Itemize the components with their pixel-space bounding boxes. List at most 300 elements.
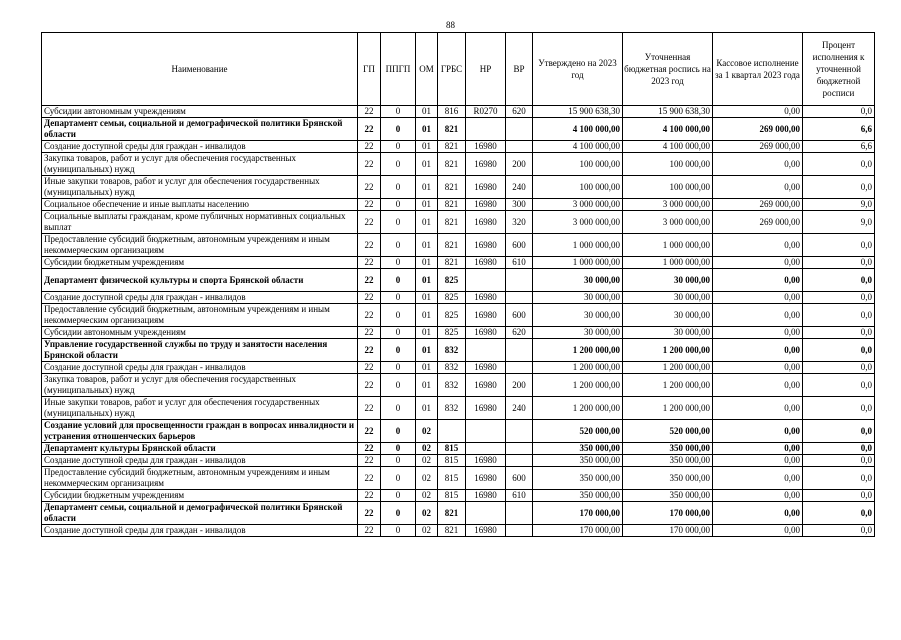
table-row <box>42 327 875 339</box>
cell-cash: 0,00 <box>713 443 803 455</box>
cell-refined: 30 000,00 <box>623 327 713 339</box>
cell-refined: 350 000,00 <box>623 455 713 467</box>
cell-name: Иные закупки товаров, работ и услуг для обеспечения государственных (муниципальных) нужд <box>42 397 358 420</box>
cell-gp: 22 <box>358 455 381 467</box>
cell-np <box>466 443 506 455</box>
cell-refined: 4 100 000,00 <box>623 141 713 153</box>
cell-ppgp: 0 <box>381 374 416 397</box>
cell-grbs: 825 <box>438 304 466 327</box>
cell-om: 01 <box>416 211 438 234</box>
cell-gp: 22 <box>358 502 381 525</box>
cell-approved: 30 000,00 <box>533 304 623 327</box>
cell-approved: 170 000,00 <box>533 502 623 525</box>
cell-om: 01 <box>416 374 438 397</box>
cell-gp: 22 <box>358 490 381 502</box>
cell-np: 16980 <box>466 525 506 537</box>
cell-grbs: 815 <box>438 490 466 502</box>
cell-name: Департамент физической культуры и спорта Брянской области <box>42 269 358 292</box>
cell-name: Управление государственной службы по труду и занятости населения Брянской области <box>42 339 358 362</box>
cell-approved: 1 000 000,00 <box>533 257 623 269</box>
cell-name: Субсидии бюджетным учреждениям <box>42 257 358 269</box>
cell-vr: 600 <box>506 234 533 257</box>
cell-percent: 9,0 <box>803 199 875 211</box>
cell-om: 01 <box>416 362 438 374</box>
header-grbs: ГРБС <box>438 33 466 106</box>
cell-cash: 0,00 <box>713 374 803 397</box>
cell-cash: 0,00 <box>713 304 803 327</box>
cell-percent: 0,0 <box>803 153 875 176</box>
cell-ppgp: 0 <box>381 339 416 362</box>
cell-np: 16980 <box>466 153 506 176</box>
cell-approved: 100 000,00 <box>533 176 623 199</box>
cell-om: 01 <box>416 304 438 327</box>
cell-om: 02 <box>416 502 438 525</box>
cell-om: 02 <box>416 490 438 502</box>
cell-name: Департамент семьи, социальной и демографической политики Брянской области <box>42 118 358 141</box>
cell-grbs: 816 <box>438 106 466 118</box>
cell-gp: 22 <box>358 362 381 374</box>
cell-om: 01 <box>416 397 438 420</box>
cell-name: Иные закупки товаров, работ и услуг для обеспечения государственных (муниципальных) нужд <box>42 176 358 199</box>
cell-vr: 320 <box>506 211 533 234</box>
cell-approved: 350 000,00 <box>533 490 623 502</box>
cell-cash: 0,00 <box>713 234 803 257</box>
cell-percent: 0,0 <box>803 269 875 292</box>
cell-grbs: 821 <box>438 176 466 199</box>
table-row <box>42 118 875 141</box>
cell-gp: 22 <box>358 153 381 176</box>
cell-vr: 620 <box>506 327 533 339</box>
header-ppgp: ППГП <box>381 33 416 106</box>
budget-table <box>41 32 875 537</box>
cell-approved: 100 000,00 <box>533 153 623 176</box>
cell-name: Субсидии бюджетным учреждениям <box>42 490 358 502</box>
cell-percent: 6,6 <box>803 141 875 153</box>
cell-gp: 22 <box>358 141 381 153</box>
cell-name: Субсидии автономным учреждениям <box>42 327 358 339</box>
cell-vr: 300 <box>506 199 533 211</box>
cell-percent: 0,0 <box>803 455 875 467</box>
cell-approved: 1 000 000,00 <box>533 234 623 257</box>
cell-refined: 15 900 638,30 <box>623 106 713 118</box>
cell-ppgp: 0 <box>381 397 416 420</box>
cell-om: 01 <box>416 234 438 257</box>
cell-ppgp: 0 <box>381 467 416 490</box>
table-row <box>42 141 875 153</box>
cell-vr: 600 <box>506 304 533 327</box>
cell-cash: 0,00 <box>713 292 803 304</box>
cell-name: Департамент семьи, социальной и демографической политики Брянской области <box>42 502 358 525</box>
cell-gp: 22 <box>358 269 381 292</box>
cell-approved: 3 000 000,00 <box>533 211 623 234</box>
table-row <box>42 362 875 374</box>
header-vr: ВР <box>506 33 533 106</box>
cell-grbs: 821 <box>438 502 466 525</box>
cell-om: 01 <box>416 176 438 199</box>
cell-percent: 0,0 <box>803 397 875 420</box>
cell-name: Закупка товаров, работ и услуг для обеспечения государственных (муниципальных) нужд <box>42 153 358 176</box>
table-row <box>42 106 875 118</box>
table-row <box>42 374 875 397</box>
cell-np: 16980 <box>466 397 506 420</box>
table-row <box>42 153 875 176</box>
cell-np: 16980 <box>466 374 506 397</box>
cell-name: Социальные выплаты гражданам, кроме публичных нормативных социальных выплат <box>42 211 358 234</box>
cell-approved: 4 100 000,00 <box>533 141 623 153</box>
cell-om: 01 <box>416 292 438 304</box>
cell-approved: 4 100 000,00 <box>533 118 623 141</box>
cell-vr <box>506 141 533 153</box>
cell-percent: 0,0 <box>803 327 875 339</box>
table-row <box>42 455 875 467</box>
cell-vr: 610 <box>506 490 533 502</box>
cell-vr <box>506 455 533 467</box>
cell-percent: 0,0 <box>803 304 875 327</box>
cell-grbs: 821 <box>438 525 466 537</box>
cell-ppgp: 0 <box>381 490 416 502</box>
cell-grbs: 832 <box>438 397 466 420</box>
table-row <box>42 490 875 502</box>
cell-refined: 1 000 000,00 <box>623 234 713 257</box>
cell-np: 16980 <box>466 304 506 327</box>
cell-cash: 0,00 <box>713 362 803 374</box>
cell-np: 16980 <box>466 211 506 234</box>
cell-vr <box>506 362 533 374</box>
table-row <box>42 467 875 490</box>
cell-vr <box>506 525 533 537</box>
cell-ppgp: 0 <box>381 199 416 211</box>
cell-grbs: 815 <box>438 455 466 467</box>
cell-cash: 0,00 <box>713 106 803 118</box>
cell-percent: 0,0 <box>803 502 875 525</box>
cell-vr <box>506 443 533 455</box>
cell-gp: 22 <box>358 420 381 443</box>
cell-om: 01 <box>416 327 438 339</box>
cell-cash: 0,00 <box>713 176 803 199</box>
cell-percent: 9,0 <box>803 211 875 234</box>
cell-vr <box>506 339 533 362</box>
table-row <box>42 502 875 525</box>
cell-refined: 170 000,00 <box>623 502 713 525</box>
cell-grbs: 821 <box>438 234 466 257</box>
cell-ppgp: 0 <box>381 269 416 292</box>
cell-refined: 1 200 000,00 <box>623 362 713 374</box>
cell-np: 16980 <box>466 467 506 490</box>
cell-approved: 1 200 000,00 <box>533 362 623 374</box>
cell-gp: 22 <box>358 374 381 397</box>
cell-refined: 3 000 000,00 <box>623 211 713 234</box>
cell-np: 16980 <box>466 199 506 211</box>
cell-refined: 1 200 000,00 <box>623 339 713 362</box>
cell-np: R0270 <box>466 106 506 118</box>
header-gp: ГП <box>358 33 381 106</box>
cell-refined: 1 000 000,00 <box>623 257 713 269</box>
cell-percent: 0,0 <box>803 176 875 199</box>
header-approved: Утверждено на 2023 год <box>533 33 623 106</box>
cell-cash: 269 000,00 <box>713 118 803 141</box>
table-row <box>42 176 875 199</box>
cell-vr <box>506 269 533 292</box>
cell-vr: 200 <box>506 374 533 397</box>
cell-om: 02 <box>416 443 438 455</box>
cell-vr <box>506 292 533 304</box>
cell-grbs: 825 <box>438 327 466 339</box>
cell-om: 01 <box>416 339 438 362</box>
cell-gp: 22 <box>358 118 381 141</box>
cell-cash: 0,00 <box>713 327 803 339</box>
cell-om: 01 <box>416 118 438 141</box>
cell-ppgp: 0 <box>381 443 416 455</box>
cell-grbs: 821 <box>438 257 466 269</box>
cell-refined: 30 000,00 <box>623 269 713 292</box>
cell-cash: 0,00 <box>713 269 803 292</box>
cell-cash: 269 000,00 <box>713 199 803 211</box>
cell-cash: 0,00 <box>713 490 803 502</box>
cell-name: Создание доступной среды для граждан - инвалидов <box>42 362 358 374</box>
cell-refined: 170 000,00 <box>623 525 713 537</box>
table-row <box>42 304 875 327</box>
cell-percent: 0,0 <box>803 292 875 304</box>
cell-ppgp: 0 <box>381 153 416 176</box>
cell-name: Социальное обеспечение и иные выплаты населению <box>42 199 358 211</box>
cell-percent: 0,0 <box>803 257 875 269</box>
cell-refined: 3 000 000,00 <box>623 199 713 211</box>
cell-np <box>466 339 506 362</box>
cell-cash: 0,00 <box>713 153 803 176</box>
cell-gp: 22 <box>358 443 381 455</box>
cell-percent: 0,0 <box>803 339 875 362</box>
cell-refined: 100 000,00 <box>623 176 713 199</box>
cell-refined: 4 100 000,00 <box>623 118 713 141</box>
cell-approved: 1 200 000,00 <box>533 339 623 362</box>
cell-percent: 0,0 <box>803 106 875 118</box>
cell-gp: 22 <box>358 257 381 269</box>
cell-approved: 1 200 000,00 <box>533 397 623 420</box>
cell-grbs: 815 <box>438 467 466 490</box>
cell-cash: 0,00 <box>713 455 803 467</box>
cell-grbs <box>438 420 466 443</box>
cell-ppgp: 0 <box>381 118 416 141</box>
cell-refined: 1 200 000,00 <box>623 397 713 420</box>
cell-np: 16980 <box>466 327 506 339</box>
cell-name: Создание доступной среды для граждан - инвалидов <box>42 455 358 467</box>
header-om: ОМ <box>416 33 438 106</box>
cell-om: 01 <box>416 106 438 118</box>
cell-vr <box>506 502 533 525</box>
cell-percent: 0,0 <box>803 374 875 397</box>
cell-refined: 100 000,00 <box>623 153 713 176</box>
table-row <box>42 292 875 304</box>
cell-grbs: 832 <box>438 374 466 397</box>
cell-grbs: 832 <box>438 339 466 362</box>
header-refined: Уточненная бюджетная роспись на 2023 год <box>623 33 713 106</box>
cell-grbs: 825 <box>438 269 466 292</box>
table-row <box>42 211 875 234</box>
cell-vr: 240 <box>506 397 533 420</box>
cell-gp: 22 <box>358 292 381 304</box>
cell-gp: 22 <box>358 397 381 420</box>
table-row <box>42 339 875 362</box>
cell-om: 02 <box>416 455 438 467</box>
cell-approved: 350 000,00 <box>533 455 623 467</box>
cell-vr <box>506 420 533 443</box>
cell-name: Предоставление субсидий бюджетным, автономным учреждениям и иным некоммерческим организациям <box>42 234 358 257</box>
cell-ppgp: 0 <box>381 420 416 443</box>
cell-gp: 22 <box>358 234 381 257</box>
cell-cash: 0,00 <box>713 397 803 420</box>
cell-grbs: 815 <box>438 443 466 455</box>
cell-gp: 22 <box>358 106 381 118</box>
table-row <box>42 257 875 269</box>
cell-vr <box>506 118 533 141</box>
page-number: 88 <box>446 20 455 30</box>
cell-cash: 0,00 <box>713 420 803 443</box>
cell-gp: 22 <box>358 176 381 199</box>
table-row <box>42 525 875 537</box>
cell-om: 01 <box>416 153 438 176</box>
cell-ppgp: 0 <box>381 106 416 118</box>
cell-percent: 0,0 <box>803 420 875 443</box>
cell-gp: 22 <box>358 525 381 537</box>
header-np: НР <box>466 33 506 106</box>
cell-name: Создание доступной среды для граждан - инвалидов <box>42 141 358 153</box>
cell-ppgp: 0 <box>381 141 416 153</box>
cell-om: 01 <box>416 199 438 211</box>
cell-gp: 22 <box>358 327 381 339</box>
cell-ppgp: 0 <box>381 292 416 304</box>
cell-cash: 0,00 <box>713 257 803 269</box>
cell-vr: 620 <box>506 106 533 118</box>
cell-name: Создание доступной среды для граждан - инвалидов <box>42 525 358 537</box>
cell-name: Предоставление субсидий бюджетным, автономным учреждениям и иным некоммерческим организациям <box>42 304 358 327</box>
cell-ppgp: 0 <box>381 327 416 339</box>
cell-approved: 30 000,00 <box>533 269 623 292</box>
table-row <box>42 397 875 420</box>
cell-cash: 0,00 <box>713 339 803 362</box>
cell-np: 16980 <box>466 234 506 257</box>
table-body <box>42 106 875 537</box>
header-cash: Кассовое исполнение за 1 квартал 2023 года <box>713 33 803 106</box>
table-row <box>42 443 875 455</box>
cell-percent: 0,0 <box>803 443 875 455</box>
cell-ppgp: 0 <box>381 257 416 269</box>
cell-percent: 0,0 <box>803 467 875 490</box>
cell-refined: 30 000,00 <box>623 304 713 327</box>
cell-name: Создание условий для просвещенности граждан в вопросах инвалидности и устранения отношенческих барьеров <box>42 420 358 443</box>
cell-np: 16980 <box>466 455 506 467</box>
cell-grbs: 821 <box>438 211 466 234</box>
cell-np: 16980 <box>466 141 506 153</box>
cell-vr: 200 <box>506 153 533 176</box>
cell-ppgp: 0 <box>381 362 416 374</box>
cell-grbs: 821 <box>438 141 466 153</box>
cell-percent: 0,0 <box>803 362 875 374</box>
cell-np: 16980 <box>466 292 506 304</box>
cell-cash: 0,00 <box>713 502 803 525</box>
cell-refined: 350 000,00 <box>623 490 713 502</box>
cell-approved: 30 000,00 <box>533 327 623 339</box>
cell-np <box>466 502 506 525</box>
cell-om: 02 <box>416 420 438 443</box>
cell-refined: 1 200 000,00 <box>623 374 713 397</box>
cell-gp: 22 <box>358 199 381 211</box>
cell-percent: 0,0 <box>803 234 875 257</box>
table-row <box>42 199 875 211</box>
cell-gp: 22 <box>358 211 381 234</box>
table-row <box>42 420 875 443</box>
cell-name: Создание доступной среды для граждан - инвалидов <box>42 292 358 304</box>
header-percent: Процент исполнения к уточненной бюджетной росписи <box>803 33 875 106</box>
cell-grbs: 825 <box>438 292 466 304</box>
cell-approved: 3 000 000,00 <box>533 199 623 211</box>
cell-approved: 350 000,00 <box>533 443 623 455</box>
cell-cash: 269 000,00 <box>713 211 803 234</box>
cell-gp: 22 <box>358 339 381 362</box>
cell-vr: 610 <box>506 257 533 269</box>
cell-ppgp: 0 <box>381 304 416 327</box>
cell-approved: 520 000,00 <box>533 420 623 443</box>
cell-grbs: 821 <box>438 199 466 211</box>
cell-cash: 269 000,00 <box>713 141 803 153</box>
cell-grbs: 832 <box>438 362 466 374</box>
cell-np: 16980 <box>466 176 506 199</box>
cell-gp: 22 <box>358 467 381 490</box>
table-header <box>42 33 875 106</box>
cell-approved: 30 000,00 <box>533 292 623 304</box>
cell-np: 16980 <box>466 490 506 502</box>
cell-np <box>466 269 506 292</box>
cell-np: 16980 <box>466 257 506 269</box>
cell-cash: 0,00 <box>713 467 803 490</box>
cell-vr: 600 <box>506 467 533 490</box>
table-row <box>42 269 875 292</box>
cell-ppgp: 0 <box>381 176 416 199</box>
header-name: Наименование <box>42 33 358 106</box>
cell-grbs: 821 <box>438 118 466 141</box>
cell-ppgp: 0 <box>381 455 416 467</box>
cell-approved: 15 900 638,30 <box>533 106 623 118</box>
cell-cash: 0,00 <box>713 525 803 537</box>
cell-name: Закупка товаров, работ и услуг для обеспечения государственных (муниципальных) нужд <box>42 374 358 397</box>
cell-approved: 350 000,00 <box>533 467 623 490</box>
cell-om: 02 <box>416 525 438 537</box>
cell-percent: 0,0 <box>803 525 875 537</box>
table-row <box>42 234 875 257</box>
cell-vr: 240 <box>506 176 533 199</box>
cell-approved: 1 200 000,00 <box>533 374 623 397</box>
cell-np: 16980 <box>466 362 506 374</box>
cell-name: Предоставление субсидий бюджетным, автономным учреждениям и иным некоммерческим организациям <box>42 467 358 490</box>
cell-om: 02 <box>416 467 438 490</box>
cell-om: 01 <box>416 269 438 292</box>
cell-grbs: 821 <box>438 153 466 176</box>
cell-ppgp: 0 <box>381 234 416 257</box>
cell-percent: 6,6 <box>803 118 875 141</box>
cell-percent: 0,0 <box>803 490 875 502</box>
cell-approved: 170 000,00 <box>533 525 623 537</box>
cell-om: 01 <box>416 257 438 269</box>
cell-ppgp: 0 <box>381 525 416 537</box>
cell-refined: 350 000,00 <box>623 467 713 490</box>
cell-ppgp: 0 <box>381 211 416 234</box>
cell-refined: 520 000,00 <box>623 420 713 443</box>
cell-name: Субсидии автономным учреждениям <box>42 106 358 118</box>
cell-gp: 22 <box>358 304 381 327</box>
cell-refined: 350 000,00 <box>623 443 713 455</box>
cell-om: 01 <box>416 141 438 153</box>
cell-ppgp: 0 <box>381 502 416 525</box>
cell-refined: 30 000,00 <box>623 292 713 304</box>
